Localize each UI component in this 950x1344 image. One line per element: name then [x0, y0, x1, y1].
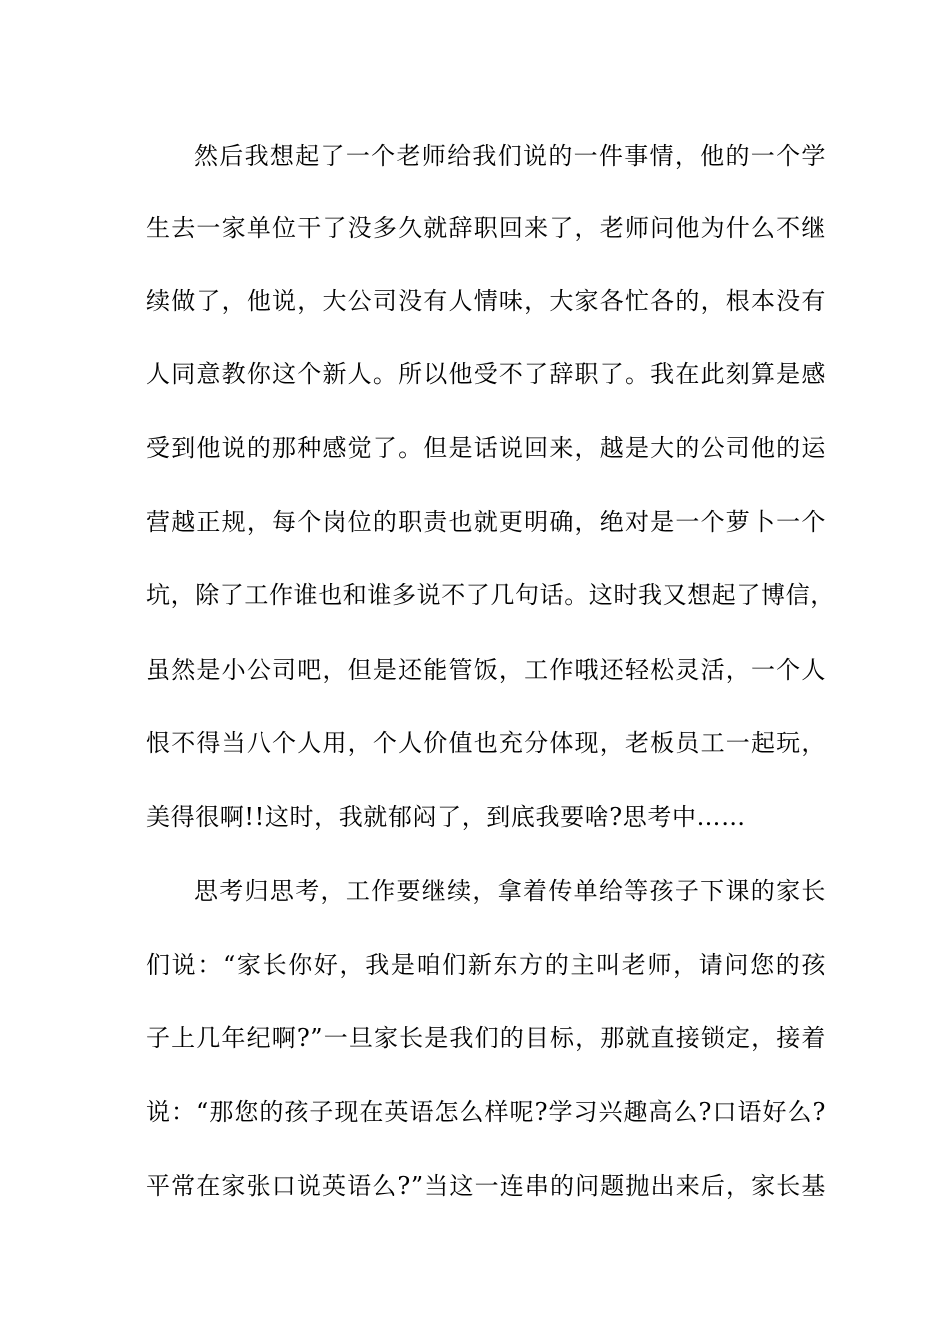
paragraph-2-line-4: 说：“那您的孩子现在英语怎么样呢?学习兴趣高么?口语好么?	[146, 1098, 826, 1126]
paragraph-1-line-1: 然后我想起了一个老师给我们说的一件事情，他的一个学	[194, 142, 826, 170]
paragraph-1-line-6: 营越正规，每个岗位的职责也就更明确，绝对是一个萝卜一个	[146, 508, 826, 536]
paragraph-1-line-3: 续做了，他说，大公司没有人情味，大家各忙各的，根本没有	[146, 287, 826, 315]
paragraph-2-line-2: 们说：“家长你好，我是咱们新东方的主叫老师，请问您的孩	[146, 951, 826, 979]
paragraph-1-line-9: 恨不得当八个人用，个人价值也充分体现，老板员工一起玩，	[146, 729, 826, 757]
paragraph-2-line-3: 子上几年纪啊?”一旦家长是我们的目标，那就直接锁定，接着	[146, 1024, 826, 1052]
paragraph-1-line-7: 坑，除了工作谁也和谁多说不了几句话。这时我又想起了博信，	[146, 581, 835, 609]
paragraph-1-line-2: 生去一家单位干了没多久就辞职回来了，老师问他为什么不继	[146, 214, 826, 242]
paragraph-1-line-8: 虽然是小公司吧，但是还能管饭，工作哦还轻松灵活，一个人	[146, 656, 826, 684]
paragraph-2-line-1: 思考归思考，工作要继续，拿着传单给等孩子下课的家长	[194, 877, 826, 905]
paragraph-1-line-4: 人同意教你这个新人。所以他受不了辞职了。我在此刻算是感	[146, 360, 826, 388]
paragraph-1-line-5: 受到他说的那种感觉了。但是话说回来，越是大的公司他的运	[146, 434, 826, 462]
paragraph-1-line-10: 美得很啊!!这时，我就郁闷了，到底我要啥?思考中……	[146, 803, 746, 831]
paragraph-2-line-5: 平常在家张口说英语么?”当这一连串的问题抛出来后，家长基	[146, 1172, 826, 1200]
